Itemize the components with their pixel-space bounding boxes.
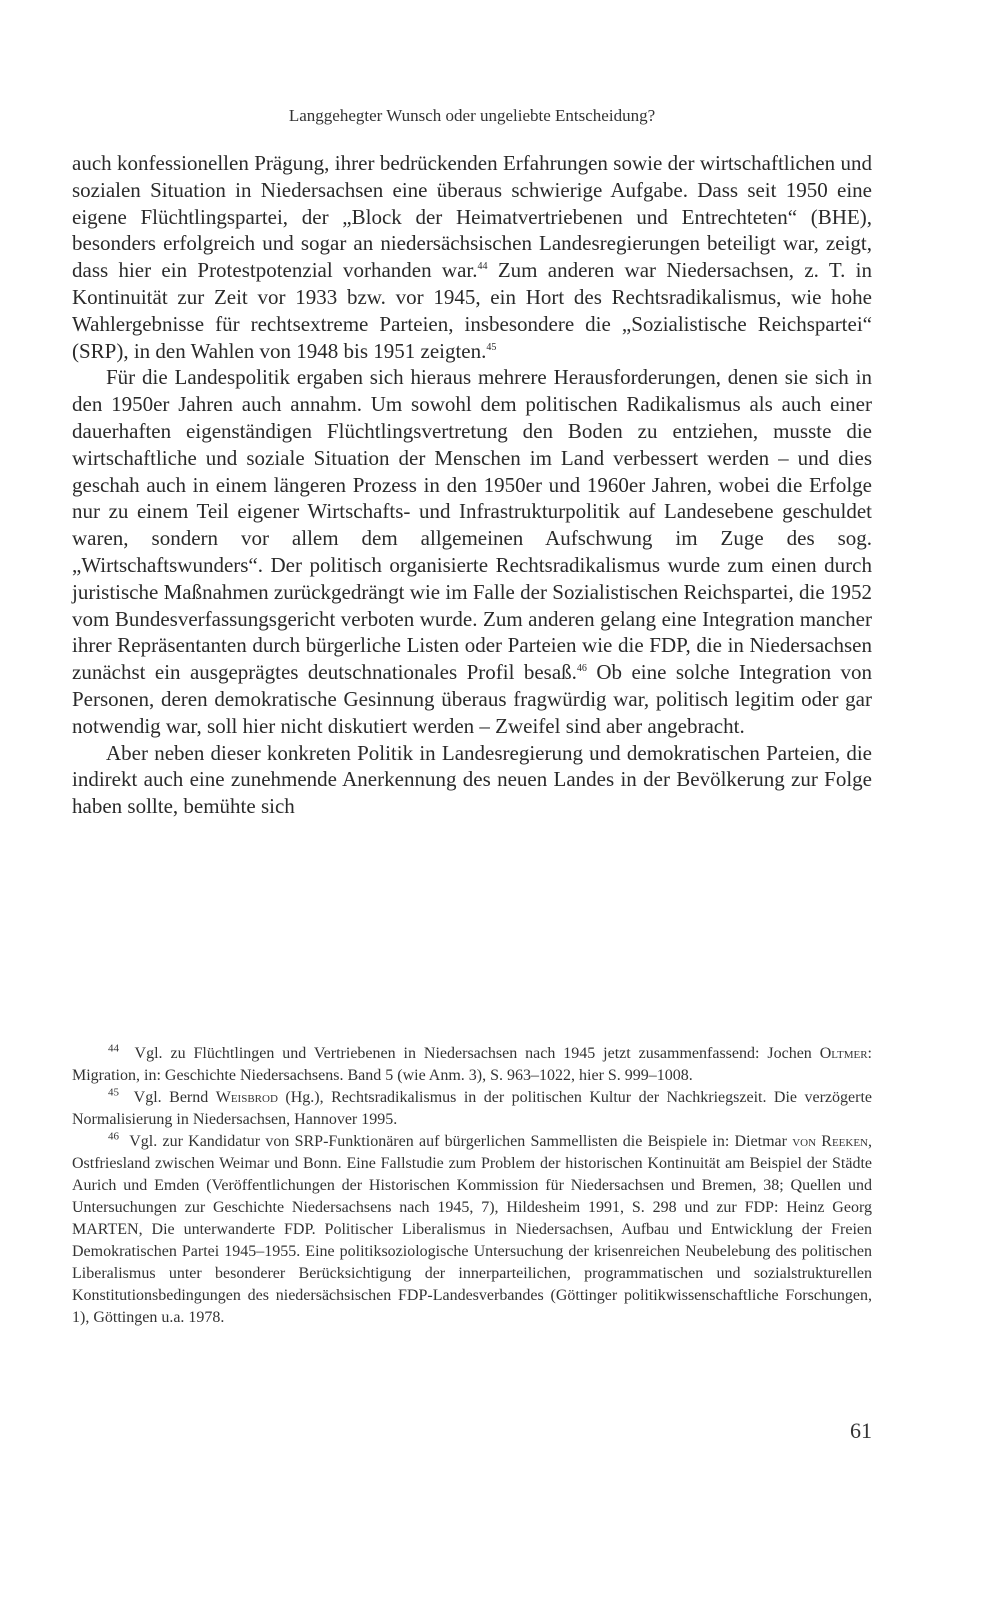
footnote-45-text-b: (Hg.), Rechtsradikalismus in der politischen Kultur der Nachkriegszeit. Die verzögerte Normalisierung in Niedersachsen, Hannover 1995. — [72, 1089, 873, 1128]
page-number: 61 — [850, 1418, 872, 1443]
paragraph-1 — [72, 150, 872, 364]
footnote-ref-44[interactable]: 44 — [477, 261, 488, 273]
paragraph-2-text-a: Für die Landespolitik ergaben sich hieraus mehrere Herausforderungen, denen sie sich in den 1950er Jahren auch annahm. Um sowohl dem politischen Radikalismus als auch einer dauerhaften eigenständigen Flüchtlingsvertretung den Boden zu entziehen, musste die wirtschaftliche und soziale Situation der Menschen im Land verbessert werden – und dies geschah auch in einem längeren Prozess in den 1950er und 1960er Jahren, wobei die Erfolge nur zu einem Teil eigener Wirtschafts- und Infrastrukturpolitik auf Landesebene geschuldet waren, sondern vor allem dem allgemeinen Aufschwung im Zuge des sog. „Wirtschaftswunders“. Der politisch organisierte Rechtsradikalismus wurde zum einen durch juristische Maßnahmen zurückgedrängt wie im Falle der Sozialistischen Reichspartei, die 1952 vom Bundesverfassungsgericht verboten wurde. Zum anderen gelang eine Integration mancher ihrer Repräsentanten durch bürgerliche Listen oder Parteien wie die FDP, die in Niedersachsen zunächst ein ausgeprägtes deutschnationales Profil besaß. — [72, 365, 872, 685]
footnote-46-author: von Reeken — [792, 1133, 868, 1150]
paragraph-1-text-b: Zum anderen war Niedersachsen, z. T. in Kontinuität zur Zeit vor 1933 bzw. vor 1945, ein Hort des Rechtsradikalismus, wie hohe Wahlergebnisse für rechtsextreme Parteien, insbesondere die „Sozialistische Reichspartei“ (SRP), in den Wahlen von 1948 bis 1951 zeigten. — [72, 258, 872, 363]
paragraph-2 — [72, 364, 872, 739]
footnotes — [72, 1043, 872, 1329]
footnote-ref-45[interactable]: 45 — [486, 341, 497, 353]
paragraph-2-text-b: Ob eine solche Integration von Personen, deren demokratische Gesinnung überaus fragwürdig war, politisch legitim oder gar notwendig war, soll hier nicht diskutiert werden – Zweifel sind aber angebracht. — [72, 660, 872, 738]
footnote-44-author: Oltmer — [819, 1045, 868, 1062]
footnote-number-46: 46 — [108, 1130, 119, 1143]
footnote-44-text-b: : Migration, in: Geschichte Niedersachsens. Band 5 (wie Anm. 3), S. 963–1022, hier S. 999–1008. — [72, 1045, 872, 1084]
footnote-45-text-a: Vgl. Bernd — [133, 1089, 216, 1106]
footnote-44 — [72, 1043, 872, 1087]
main-text — [72, 150, 872, 820]
footnote-46-text-a: Vgl. zur Kandidatur von SRP-Funktionären auf bürgerlichen Sammellisten die Beispiele in: Dietmar — [129, 1133, 793, 1150]
paragraph-1-text-a: auch konfessionellen Prägung, ihrer bedrückenden Erfahrungen sowie der wirtschaftlichen und sozialen Situation in Niedersachsen eine überaus schwierige Aufgabe. Dass seit 1950 eine eigene Flüchtlingspartei, der „Block der Heimatvertriebenen und Entrechteten“ (BHE), besonders erfolgreich und sogar an niedersächsischen Landesregierungen beteiligt war, zeigt, dass hier ein Protestpotenzial vorhanden war. — [72, 151, 872, 283]
running-head: Langgehegter Wunsch oder ungeliebte Entscheidung? — [288, 106, 656, 125]
footnote-46 — [72, 1131, 872, 1329]
footnote-45 — [72, 1087, 872, 1131]
paragraph-3: Aber neben dieser konkreten Politik in Landesregierung und demokratischen Parteien, die indirekt auch eine zunehmende Anerkennung des neuen Landes in der Bevölkerung zur Folge haben sollte, bemühte sich — [72, 740, 872, 819]
footnote-number-45: 45 — [108, 1086, 119, 1099]
footnote-45-author: Weisbrod — [215, 1089, 278, 1106]
footnote-46-text-b: , Ostfriesland zwischen Weimar und Bonn. Eine Fallstudie zum Problem der historischen Kontinuität am Beispiel der Städte Aurich und Emden (Veröffentlichungen der Historischen Kommission für Niedersachsen und Bremen, 38; Quellen und Untersuchungen zur Geschichte Niedersachsens nach 1945, 7), Hildesheim 1991, S. 298 und zur FDP: Heinz Georg MARTEN, Die unterwanderte FDP. Politischer Liberalismus in Niedersachsen, Aufbau und Entwicklung der Freien Demokratischen Partei 1945–1955. Eine politiksoziologische Untersuchung der krisenreichen Neubelebung des politischen Liberalismus unter besonderer Berücksichtigung der innerparteilichen, programmatischen und sozialstrukturellen Konstitutionsbedingungen des niedersächsischen FDP-Landesverbandes (Göttinger politikwissenschaftliche Forschungen, 1), Göttingen u.a. 1978. — [72, 1133, 872, 1326]
footnote-ref-46[interactable]: 46 — [576, 663, 587, 675]
footnote-44-text-a: Vgl. zu Flüchtlingen und Vertriebenen in Niedersachsen nach 1945 jetzt zusammenfassend: Jochen — [134, 1045, 820, 1062]
footnote-number-44: 44 — [108, 1042, 119, 1055]
